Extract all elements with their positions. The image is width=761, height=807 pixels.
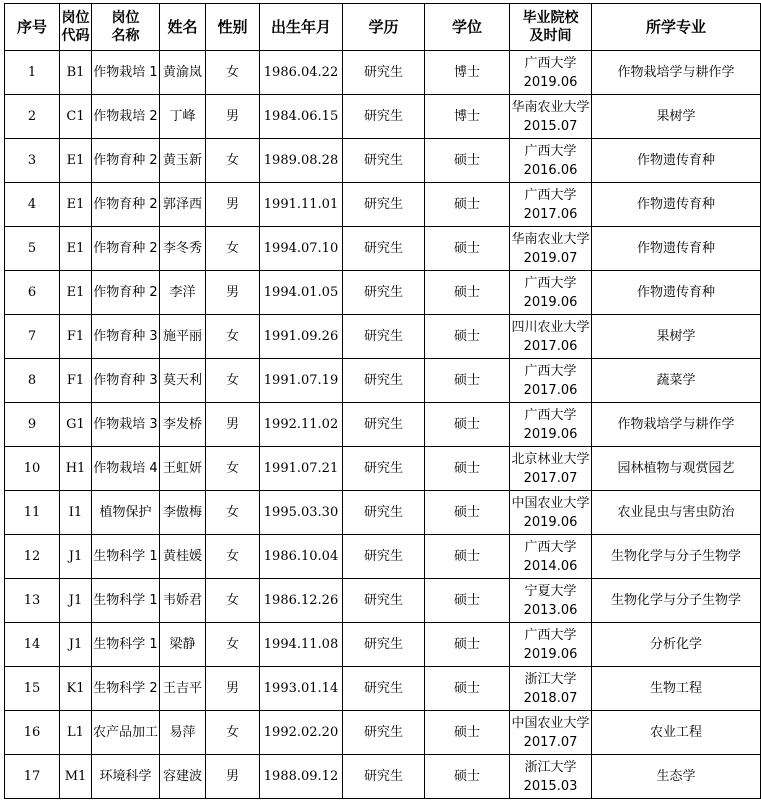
cell-position: 作物育种 2 [92,271,160,315]
cell-code: I1 [60,491,92,535]
header-position [92,4,160,51]
school-name: 华南农业大学 [511,231,590,247]
cell-degree: 硕士 [425,403,510,447]
cell-code: K1 [60,667,92,711]
cell-name: 王吉平 [160,667,206,711]
table-row [5,51,761,95]
cell-education: 研究生 [343,667,425,711]
school-year: 2017.07 [523,470,578,486]
table-row [5,271,761,315]
cell-code: F1 [60,359,92,403]
school-name: 广西大学 [524,627,577,643]
cell-birth: 1995.03.30 [260,491,343,535]
cell-birth: 1992.11.02 [260,403,343,447]
school-name: 中国农业大学 [511,495,590,511]
table-row [5,139,761,183]
cell-degree: 硕士 [425,315,510,359]
school-name: 广西大学 [524,539,577,555]
cell-education: 研究生 [343,51,425,95]
cell-gender: 女 [206,579,260,623]
cell-major: 农业工程 [592,711,761,755]
table-row [5,535,761,579]
cell-birth: 1994.11.08 [260,623,343,667]
cell-position: 环境科学 [92,755,160,799]
cell-position: 生物科学 1 [92,535,160,579]
cell-position: 农产品加工 [92,711,160,755]
school-year: 2019.06 [523,426,578,442]
cell-position: 作物育种 2 [92,183,160,227]
header-degree: 学位 [425,4,510,51]
cell-gender: 女 [206,227,260,271]
cell-seq: 9 [5,403,60,447]
cell-degree: 硕士 [425,667,510,711]
cell-school [510,491,592,535]
cell-degree: 硕士 [425,579,510,623]
cell-gender: 女 [206,623,260,667]
table-row [5,623,761,667]
cell-name: 李洋 [160,271,206,315]
cell-gender: 女 [206,711,260,755]
cell-birth: 1991.09.26 [260,315,343,359]
cell-education: 研究生 [343,755,425,799]
cell-major: 生物化学与分子生物学 [592,535,761,579]
header-seq: 序号 [5,4,60,51]
cell-major: 作物遗传育种 [592,139,761,183]
cell-gender: 女 [206,51,260,95]
cell-birth: 1986.04.22 [260,51,343,95]
cell-position: 生物科学 1 [92,623,160,667]
cell-school [510,667,592,711]
school-year: 2013.06 [523,602,578,618]
cell-education: 研究生 [343,271,425,315]
cell-birth: 1988.09.12 [260,755,343,799]
school-year: 2017.06 [523,382,578,398]
school-year: 2015.07 [523,118,578,134]
table-row [5,227,761,271]
cell-code: J1 [60,579,92,623]
cell-major: 果树学 [592,95,761,139]
cell-major: 园林植物与观赏园艺 [592,447,761,491]
cell-name: 李傲梅 [160,491,206,535]
table-body [5,51,761,799]
cell-seq: 10 [5,447,60,491]
cell-school [510,315,592,359]
cell-name: 梁静 [160,623,206,667]
cell-seq: 5 [5,227,60,271]
cell-name: 黄桂媛 [160,535,206,579]
cell-code: F1 [60,315,92,359]
cell-seq: 17 [5,755,60,799]
cell-gender: 女 [206,315,260,359]
cell-birth: 1994.07.10 [260,227,343,271]
cell-name: 易萍 [160,711,206,755]
cell-gender: 男 [206,271,260,315]
cell-education: 研究生 [343,491,425,535]
cell-school [510,447,592,491]
school-year: 2014.06 [523,558,578,574]
cell-code: L1 [60,711,92,755]
cell-degree: 硕士 [425,139,510,183]
cell-seq: 8 [5,359,60,403]
cell-major: 农业昆虫与害虫防治 [592,491,761,535]
cell-education: 研究生 [343,139,425,183]
school-name: 广西大学 [524,143,577,159]
cell-seq: 4 [5,183,60,227]
table-row [5,359,761,403]
cell-position: 作物育种 2 [92,139,160,183]
cell-gender: 女 [206,359,260,403]
cell-code: M1 [60,755,92,799]
cell-degree: 博士 [425,51,510,95]
cell-school [510,535,592,579]
cell-seq: 16 [5,711,60,755]
header-birth: 出生年月 [260,4,343,51]
cell-gender: 男 [206,667,260,711]
header-code-line2: 代码 [61,28,90,44]
cell-major: 生态学 [592,755,761,799]
cell-code: J1 [60,535,92,579]
header-position-line2: 名称 [111,28,140,44]
school-year: 2016.06 [523,162,578,178]
cell-position: 作物育种 3 [92,359,160,403]
cell-birth: 1984.06.15 [260,95,343,139]
cell-major: 作物遗传育种 [592,227,761,271]
table-row [5,447,761,491]
school-year: 2019.06 [523,514,578,530]
cell-degree: 硕士 [425,447,510,491]
school-name: 四川农业大学 [511,319,590,335]
cell-code: J1 [60,623,92,667]
cell-gender: 男 [206,183,260,227]
cell-name: 李冬秀 [160,227,206,271]
header-school-line1: 毕业院校 [522,10,579,26]
cell-school [510,51,592,95]
cell-seq: 7 [5,315,60,359]
cell-position: 作物育种 3 [92,315,160,359]
cell-seq: 6 [5,271,60,315]
cell-name: 李发桥 [160,403,206,447]
cell-position: 生物科学 2 [92,667,160,711]
cell-school [510,95,592,139]
cell-school [510,359,592,403]
header-gender: 性别 [206,4,260,51]
cell-name: 施平丽 [160,315,206,359]
cell-birth: 1991.07.21 [260,447,343,491]
cell-name: 郭泽西 [160,183,206,227]
cell-degree: 硕士 [425,535,510,579]
cell-major: 蔬菜学 [592,359,761,403]
cell-code: G1 [60,403,92,447]
cell-gender: 女 [206,535,260,579]
cell-degree: 硕士 [425,623,510,667]
cell-gender: 女 [206,139,260,183]
school-year: 2019.07 [523,250,578,266]
cell-birth: 1989.08.28 [260,139,343,183]
cell-education: 研究生 [343,579,425,623]
cell-education: 研究生 [343,623,425,667]
cell-school [510,139,592,183]
cell-seq: 1 [5,51,60,95]
cell-birth: 1986.10.04 [260,535,343,579]
cell-school [510,183,592,227]
table-row [5,755,761,799]
cell-name: 王虹妍 [160,447,206,491]
school-name: 浙江大学 [524,671,577,687]
cell-name: 黄玉新 [160,139,206,183]
cell-name: 容建波 [160,755,206,799]
cell-seq: 13 [5,579,60,623]
cell-degree: 硕士 [425,183,510,227]
cell-school [510,403,592,447]
cell-name: 莫天利 [160,359,206,403]
cell-gender: 女 [206,491,260,535]
cell-gender: 男 [206,403,260,447]
table-row [5,183,761,227]
cell-education: 研究生 [343,183,425,227]
cell-birth: 1986.12.26 [260,579,343,623]
cell-birth: 1992.02.20 [260,711,343,755]
table-row [5,95,761,139]
cell-name: 黄渝岚 [160,51,206,95]
cell-school [510,271,592,315]
cell-education: 研究生 [343,711,425,755]
header-school-line2: 及时间 [529,28,572,44]
cell-school [510,579,592,623]
school-name: 中国农业大学 [511,715,590,731]
school-year: 2017.06 [523,338,578,354]
cell-code: E1 [60,139,92,183]
cell-code: H1 [60,447,92,491]
cell-seq: 15 [5,667,60,711]
cell-major: 果树学 [592,315,761,359]
table-row [5,315,761,359]
table-row [5,667,761,711]
cell-education: 研究生 [343,359,425,403]
cell-birth: 1993.01.14 [260,667,343,711]
cell-degree: 硕士 [425,491,510,535]
cell-major: 生物工程 [592,667,761,711]
cell-education: 研究生 [343,95,425,139]
cell-name: 韦娇君 [160,579,206,623]
school-name: 广西大学 [524,407,577,423]
school-year: 2017.06 [523,206,578,222]
table-row [5,579,761,623]
cell-birth: 1991.11.01 [260,183,343,227]
school-year: 2015.03 [523,778,578,794]
cell-degree: 硕士 [425,711,510,755]
school-name: 华南农业大学 [511,99,590,115]
header-row [5,4,761,51]
school-year: 2017.07 [523,734,578,750]
cell-code: C1 [60,95,92,139]
cell-code: B1 [60,51,92,95]
table-row [5,403,761,447]
cell-position: 作物栽培 2 [92,95,160,139]
header-name: 姓名 [160,4,206,51]
cell-gender: 女 [206,447,260,491]
school-name: 北京林业大学 [511,451,590,467]
cell-degree: 硕士 [425,271,510,315]
table-row [5,491,761,535]
cell-position: 作物栽培 1 [92,51,160,95]
cell-degree: 硕士 [425,755,510,799]
cell-seq: 11 [5,491,60,535]
candidates-table [4,3,761,799]
school-name: 浙江大学 [524,759,577,775]
cell-code: E1 [60,183,92,227]
cell-degree: 硕士 [425,359,510,403]
cell-name: 丁峰 [160,95,206,139]
cell-position: 作物栽培 3 [92,403,160,447]
cell-position: 作物育种 2 [92,227,160,271]
cell-education: 研究生 [343,447,425,491]
school-name: 广西大学 [524,363,577,379]
cell-education: 研究生 [343,315,425,359]
school-name: 广西大学 [524,187,577,203]
cell-code: E1 [60,227,92,271]
cell-major: 分析化学 [592,623,761,667]
school-name: 广西大学 [524,275,577,291]
cell-gender: 男 [206,755,260,799]
cell-birth: 1994.01.05 [260,271,343,315]
header-education: 学历 [343,4,425,51]
header-major: 所学专业 [592,4,761,51]
cell-school [510,711,592,755]
school-year: 2019.06 [523,294,578,310]
cell-education: 研究生 [343,227,425,271]
cell-seq: 2 [5,95,60,139]
cell-major: 作物遗传育种 [592,183,761,227]
cell-major: 作物栽培学与耕作学 [592,51,761,95]
cell-school [510,227,592,271]
cell-seq: 12 [5,535,60,579]
school-name: 宁夏大学 [524,583,577,599]
school-year: 2018.07 [523,690,578,706]
cell-education: 研究生 [343,403,425,447]
cell-code: E1 [60,271,92,315]
cell-seq: 3 [5,139,60,183]
cell-position: 生物科学 1 [92,579,160,623]
school-name: 广西大学 [524,55,577,71]
cell-school [510,623,592,667]
header-school [510,4,592,51]
school-year: 2019.06 [523,74,578,90]
cell-degree: 硕士 [425,227,510,271]
header-code [60,4,92,51]
table-row [5,711,761,755]
cell-gender: 男 [206,95,260,139]
header-position-line1: 岗位 [111,10,140,26]
cell-major: 作物栽培学与耕作学 [592,403,761,447]
school-year: 2019.06 [523,646,578,662]
cell-education: 研究生 [343,535,425,579]
cell-seq: 14 [5,623,60,667]
header-code-line1: 岗位 [61,10,90,26]
cell-position: 植物保护 [92,491,160,535]
cell-position: 作物栽培 4 [92,447,160,491]
cell-school [510,755,592,799]
cell-major: 作物遗传育种 [592,271,761,315]
cell-major: 生物化学与分子生物学 [592,579,761,623]
cell-birth: 1991.07.19 [260,359,343,403]
cell-degree: 博士 [425,95,510,139]
